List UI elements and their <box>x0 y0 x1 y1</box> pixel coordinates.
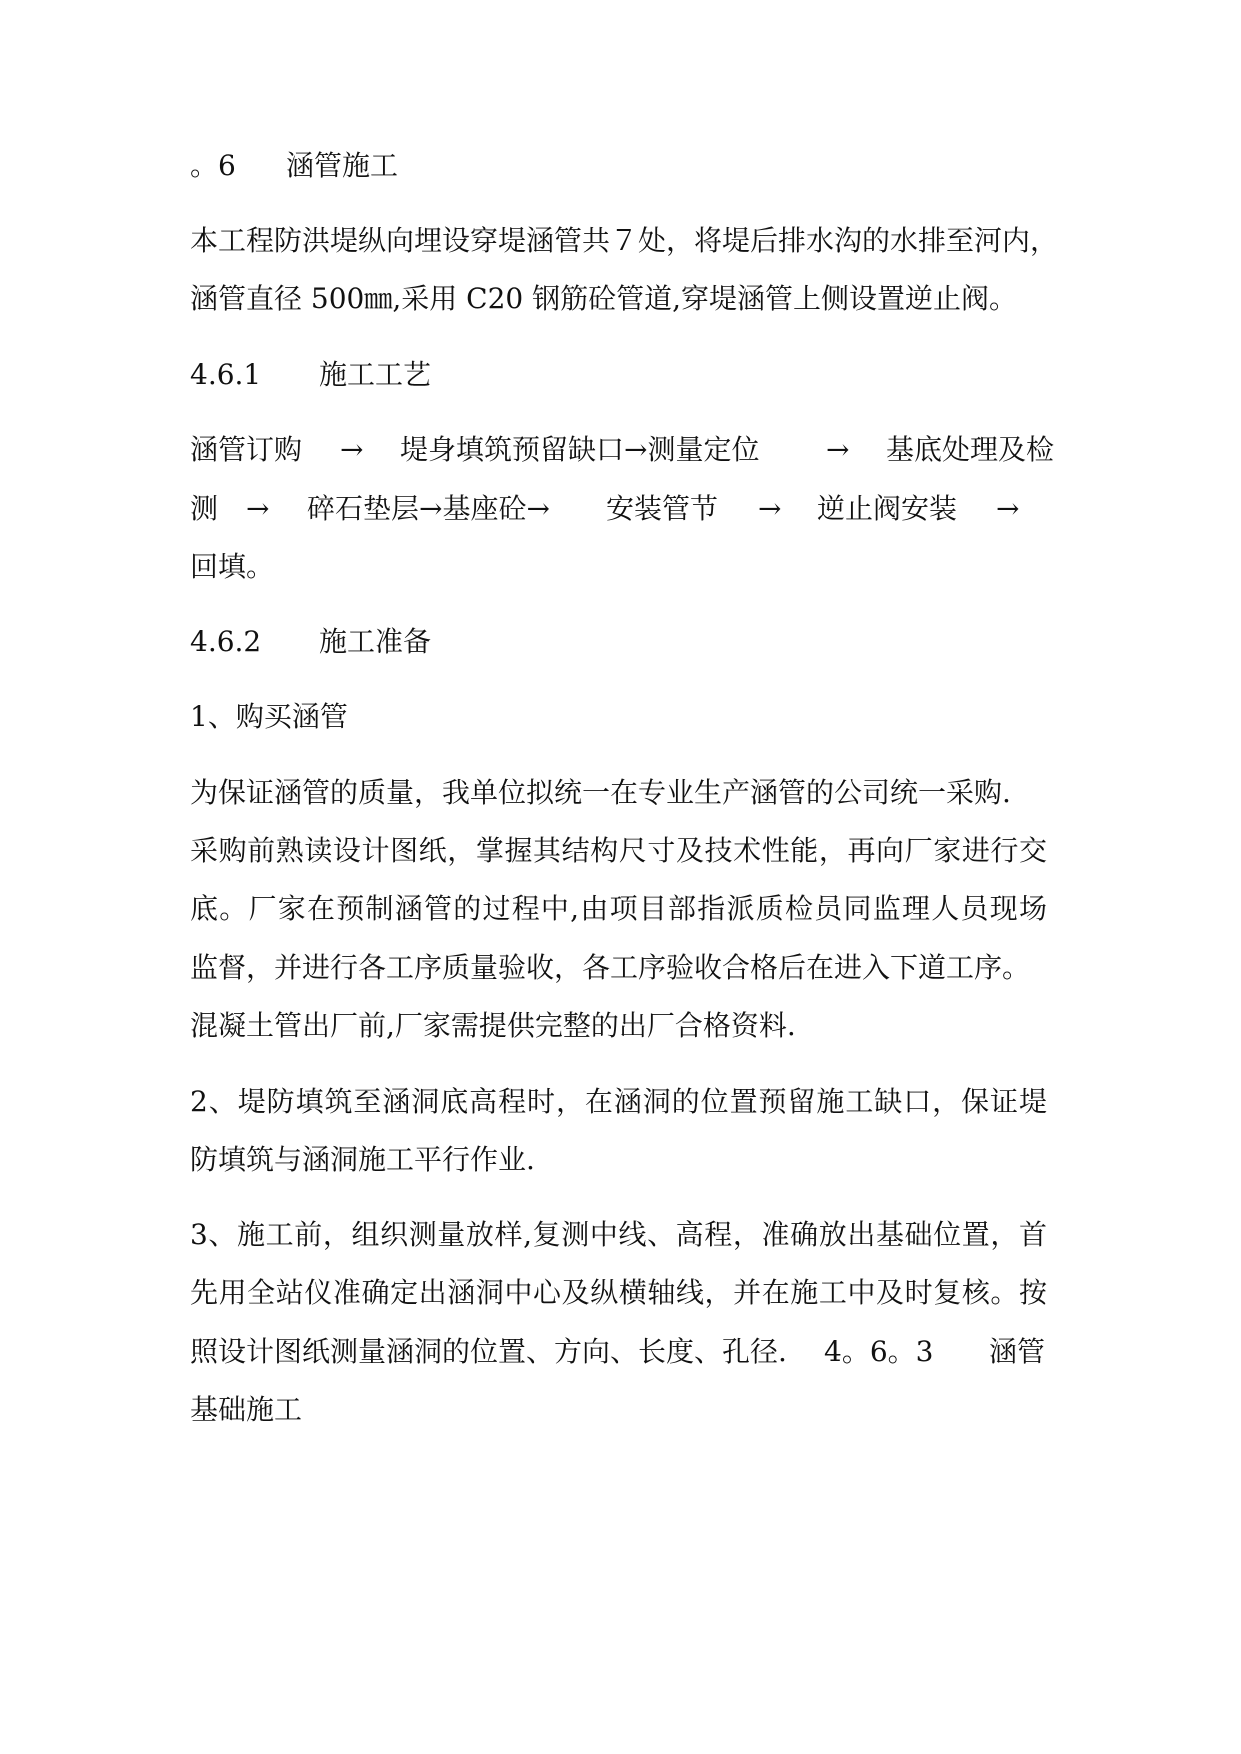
item-1-line-3 <box>190 889 1047 929</box>
flow-step: 逆止阀安装 <box>817 492 958 525</box>
paragraph-text: 防填筑与涵洞施工平行作业. <box>190 1143 535 1176</box>
item-2-line-1 <box>190 1082 1047 1122</box>
intro-paragraph-line-1 <box>190 221 1059 261</box>
paragraph-text: 采购前熟读设计图纸，掌握其结构尺寸及技术性能，再向厂家进行交 <box>190 834 1047 867</box>
paragraph-text: 照设计图纸测量涵洞的位置、方向、长度、孔径. <box>190 1335 787 1368</box>
subsection-title: 施工工艺 <box>319 358 432 391</box>
flow-arrow: → <box>340 433 364 466</box>
inline-section-title: 涵管 <box>989 1335 1046 1368</box>
inline-section-number: 4。6。3 <box>824 1335 934 1368</box>
flow-arrow: → <box>826 433 850 466</box>
section-number: 。6 <box>190 149 236 182</box>
intro-paragraph-line-2 <box>190 279 1017 319</box>
item-1-line-5 <box>190 1006 796 1046</box>
flow-step: 堤身填筑预留缺口→测量定位 <box>400 433 760 466</box>
paragraph-text: 为保证涵管的质量，我单位拟统一在专业生产涵管的公司统一采购. <box>190 776 1011 809</box>
inline-section-title-cont: 基础施工 <box>190 1393 303 1426</box>
item-3-line-1 <box>190 1215 1047 1255</box>
intro-text-2: 涵管直径 500㎜,采用 C20 钢筋砼管道,穿堤涵管上侧设置逆止阀。 <box>190 282 1018 315</box>
item-1-line-1 <box>190 773 1011 813</box>
intro-text-1: 本工程防洪堤纵向埋设穿堤涵管共７处，将堤后排水沟的水排至河内， <box>190 224 1059 257</box>
flow-step: 涵管订购 <box>190 433 303 466</box>
flow-step: 基底处理及检 <box>886 433 1055 466</box>
item-1-line-4 <box>190 948 1030 988</box>
flow-step: 碎石垫层→基座砼→ <box>307 492 550 525</box>
subsection-title: 施工准备 <box>319 625 432 658</box>
item-3-line-4 <box>190 1390 302 1430</box>
flow-step: 回填。 <box>190 550 275 583</box>
item-title-text: 1、购买涵管 <box>190 700 348 733</box>
paragraph-text: 2、堤防填筑至涵洞底高程时，在涵洞的位置预留施工缺口，保证堤 <box>190 1085 1047 1118</box>
flow-step: 安装管节 <box>606 492 719 525</box>
paragraph-text: 混凝土管出厂前,厂家需提供完整的出厂合格资料. <box>190 1009 796 1042</box>
item-3-line-2 <box>190 1273 1047 1313</box>
flow-step: 测 <box>190 492 219 525</box>
subsection-number: 4.6.1 <box>190 358 262 391</box>
flow-arrow: → <box>996 492 1020 525</box>
paragraph-text: 底。厂家在预制涵管的过程中,由项目部指派质检员同监理人员现场 <box>190 892 1047 925</box>
process-flow-line-3 <box>190 547 274 587</box>
paragraph-text: 3、施工前，组织测量放样,复测中线、高程，准确放出基础位置，首 <box>190 1218 1047 1251</box>
item-2-line-2 <box>190 1140 535 1180</box>
flow-arrow: → <box>758 492 782 525</box>
item-1-line-2 <box>190 831 1047 871</box>
paragraph-text: 监督，并进行各工序质量验收，各工序验收合格后在进入下道工序。 <box>190 951 1031 984</box>
section-title: 涵管施工 <box>286 149 399 182</box>
flow-arrow: → <box>246 492 270 525</box>
subsection-number: 4.6.2 <box>190 625 262 658</box>
item-1-title <box>190 697 348 737</box>
paragraph-text: 先用全站仪准确定出涵洞中心及纵横轴线，并在施工中及时复核。按 <box>190 1276 1047 1309</box>
